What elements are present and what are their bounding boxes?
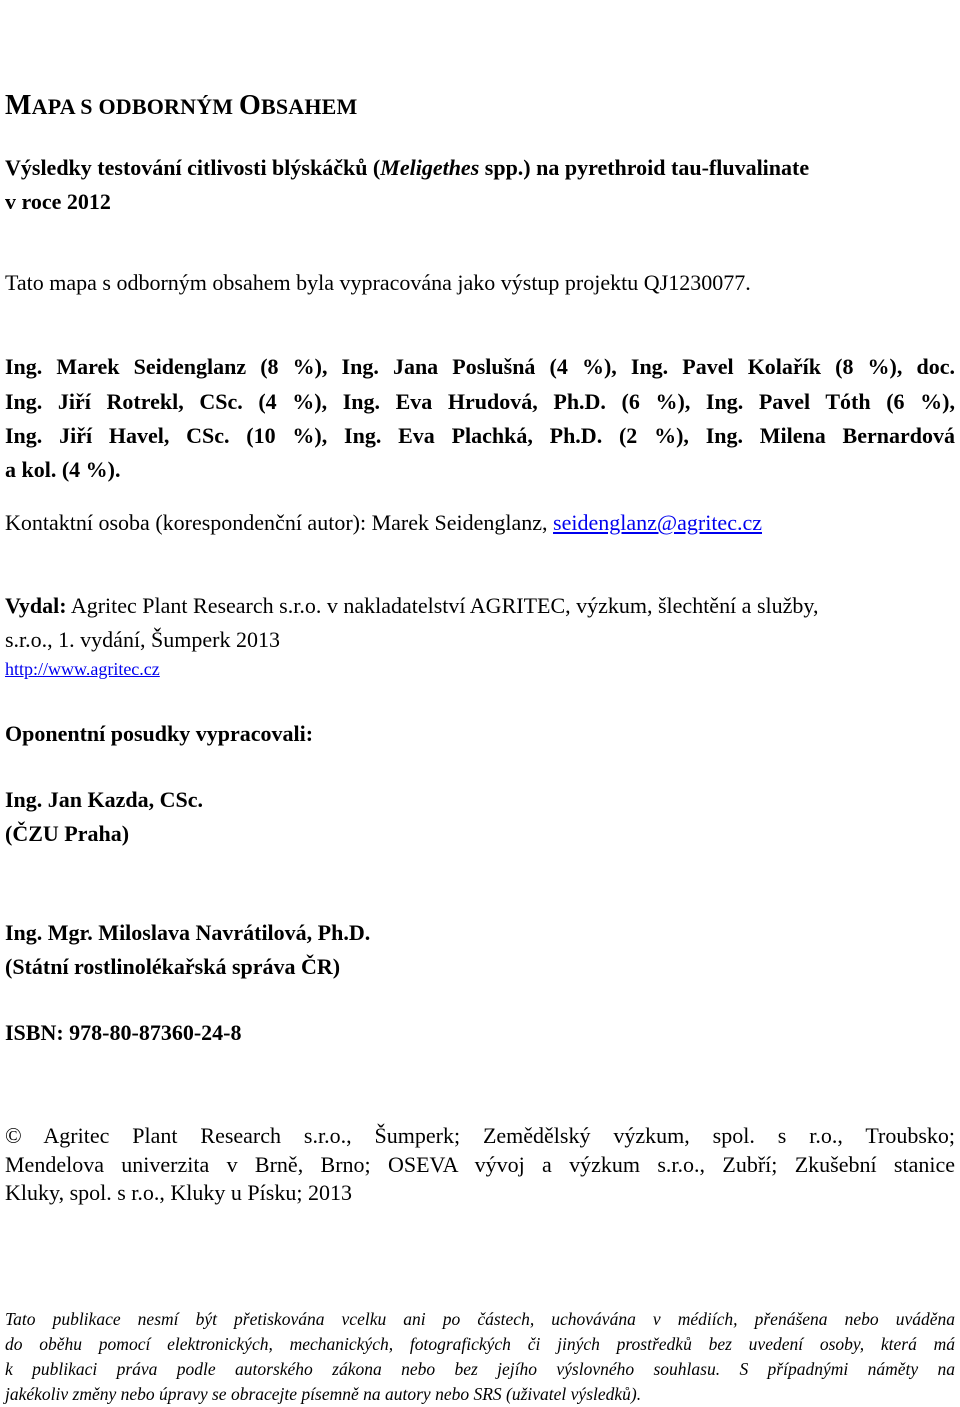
authors-line-2: Ing. Jiří Rotrekl, CSc. (4 %), Ing. Eva Hrudová, Ph.D. (6 %), Ing. Pavel Tóth (6 %), xyxy=(5,389,955,414)
reviewer-1-org: (ČZU Praha) xyxy=(5,821,130,846)
publisher-url-link[interactable]: http://www.agritec.cz xyxy=(5,659,160,679)
legal-line-3: k publikaci práva podle autorského zákona nebo bez jejího výslovného souhlasu. S případnými náměty na xyxy=(5,1359,955,1379)
title-cap1: M xyxy=(5,90,32,121)
legal-line-2: do oběhu pomocí elektronických, mechanických, fotografických či jiných prostředků bez uvedení osoby, která má xyxy=(5,1334,955,1354)
copyright-line-1 xyxy=(5,1125,955,1147)
contact-label: Kontaktní osoba (korespondenční autor): Marek Seidenglanz, xyxy=(5,510,554,535)
authors-line-4: a kol. (4 %). xyxy=(5,457,121,482)
project-note: Tato mapa s odborným obsahem byla vypracována jako výstup projektu QJ1230077. xyxy=(5,270,751,295)
subtitle-part-b: spp.) na pyrethroid tau-fluvalinate xyxy=(479,155,810,180)
document-title xyxy=(5,92,358,120)
authors-line-3: Ing. Jiří Havel, CSc. (10 %), Ing. Eva Plachká, Ph.D. (2 %), Ing. Milena Bernardová xyxy=(5,423,955,448)
reviewer-2-name: Ing. Mgr. Miloslava Navrátilová, Ph.D. xyxy=(5,920,371,945)
subtitle-part-a: Výsledky testování citlivosti blýskáčků ( xyxy=(5,155,381,180)
authors-line-1: Ing. Marek Seidenglanz (8 %), Ing. Jana Poslušná (4 %), Ing. Pavel Kolařík (8 %), doc. xyxy=(5,354,955,379)
reviewer-2-org: (Státní rostlinolékařská správa ČR) xyxy=(5,954,341,979)
legal-line-4: jakékoliv změny nebo úpravy se obracejte písemně na autory nebo SRS (uživatel výsledků). xyxy=(5,1384,642,1404)
copyright-line-2: Mendelova univerzita v Brně, Brno; OSEVA vývoj a výzkum s.r.o., Zubří; Zkušební stanice xyxy=(5,1152,955,1177)
subtitle-line-2: v roce 2012 xyxy=(5,189,111,214)
publisher-text-1: Agritec Plant Research s.r.o. v nakladatelství AGRITEC, výzkum, šlechtění a služby, xyxy=(66,593,819,618)
contact-line xyxy=(5,512,762,534)
title-rest2: BSAHEM xyxy=(260,94,358,119)
publisher-line-2: s.r.o., 1. vydání, Šumperk 2013 xyxy=(5,627,280,652)
copyright-icon: © xyxy=(5,1123,22,1148)
reviewers-heading: Oponentní posudky vypracovali: xyxy=(5,721,314,746)
subtitle-line-1 xyxy=(5,157,809,179)
publisher-line-1 xyxy=(5,595,818,617)
publisher-label: Vydal: xyxy=(5,593,67,618)
contact-email-link[interactable]: seidenglanz@agritec.cz xyxy=(553,510,762,535)
title-rest1: APA S ODBORNÝM xyxy=(31,94,239,119)
copyright-text-1: Agritec Plant Research s.r.o., Šumperk; Zemědělský výzkum, spol. s r.o., Troubsko; xyxy=(21,1123,955,1148)
title-cap2: O xyxy=(238,90,261,121)
publisher-url-line xyxy=(5,660,160,678)
isbn: ISBN: 978-80-87360-24-8 xyxy=(5,1020,242,1045)
copyright-line-3: Kluky, spol. s r.o., Kluky u Písku; 2013 xyxy=(5,1180,352,1205)
subtitle-genus: Meligethes xyxy=(380,155,480,180)
reviewer-1-name: Ing. Jan Kazda, CSc. xyxy=(5,787,204,812)
legal-line-1: Tato publikace nesmí být přetiskována vcelku ani po částech, uchovávána v médiích, přenášena nebo uváděna xyxy=(5,1309,955,1329)
